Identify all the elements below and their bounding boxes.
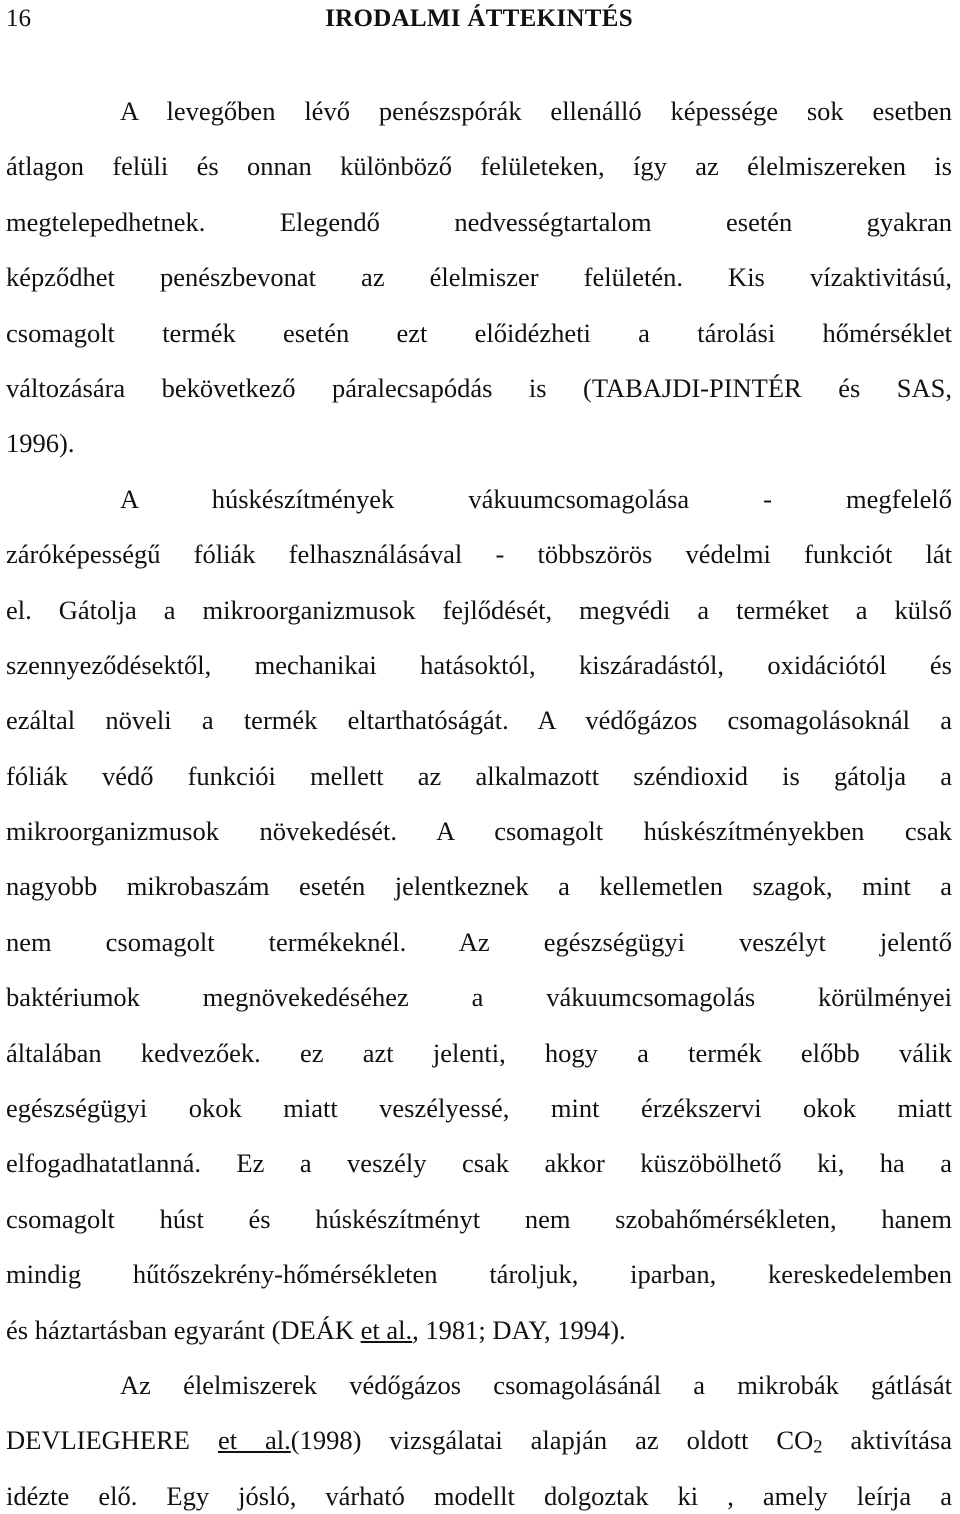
paragraph-line: idézte elő. Egy jósló, várható modellt dolgoztak ki , amely leírja a — [6, 1480, 952, 1511]
paragraph-line: megtelepedhetnek. Elegendő nedvességtartalom esetén gyakran — [6, 206, 952, 237]
page-number: 16 — [6, 5, 31, 32]
paragraph-line: A húskészítmények vákuumcsomagolása - megfelelő — [120, 483, 952, 514]
paragraph-line: átlagon felüli és onnan különböző felületeken, így az élelmiszereken is — [6, 151, 952, 182]
paragraph-line-citation — [6, 1303, 952, 1358]
paragraph-line: mikroorganizmusok növekedését. A csomagolt húskészítményekben csak — [6, 816, 952, 847]
line-text: (1998) vizsgálatai alapján az oldott CO — [290, 1425, 814, 1456]
paragraph-line: fóliák védő funkciói mellett az alkalmazott széndioxid is gátolja a — [6, 760, 952, 791]
line-text: aktivítása — [822, 1425, 952, 1456]
page-header — [6, 2, 952, 36]
paragraph-line: általában kedvezőek. ez azt jelenti, hogy a termék előbb válik — [6, 1037, 952, 1068]
paragraph-line-citation — [6, 1413, 952, 1468]
paragraph-line: A levegőben lévő penészspórák ellenálló képessége sok esetben — [120, 96, 952, 126]
line-text: DEVLIEGHERE — [6, 1425, 218, 1456]
paragraph-line: szennyeződésektől, mechanikai hatásoktól, kiszáradástól, oxidációtól és — [6, 649, 952, 680]
paragraph-line: el. Gátolja a mikroorganizmusok fejlődését, megvédi a terméket a külső — [6, 594, 952, 625]
paragraph-line: 1996). — [6, 428, 75, 459]
paragraph-line: nagyobb mikrobaszám esetén jelentkeznek a kellemetlen szagok, mint a — [6, 871, 952, 902]
paragraph-line: baktériumok megnövekedéséhez a vákuumcsomagolás körülményei — [6, 982, 952, 1013]
paragraph-line: csomagolt termék esetén ezt előidézheti a tárolási hőmérséklet — [6, 317, 952, 348]
line-text: és háztartásban egyaránt (DEÁK — [6, 1314, 361, 1345]
body-text — [6, 84, 952, 1514]
paragraph-line: csomagolt húst és húskészítményt nem szobahőmérsékleten, hanem — [6, 1203, 952, 1234]
paragraph-line: ezáltal növeli a termék eltarthatóságát. A védőgázos csomagolásoknál a — [6, 705, 952, 736]
et-al-citation: et al. — [217, 1425, 291, 1456]
section-title: IRODALMI ÁTTEKINTÉS — [325, 5, 633, 32]
paragraph-line: záróképességű fóliák felhasználásával - többszörös védelmi funkciót lát — [6, 539, 952, 570]
paragraph-line: nem csomagolt termékeknél. Az egészségügyi veszélyt jelentő — [6, 926, 952, 957]
et-al-citation: et al. — [360, 1314, 413, 1345]
line-text: , 1981; DAY, 1994). — [412, 1314, 626, 1345]
paragraph-line: egészségügyi okok miatt veszélyessé, mint érzékszervi okok miatt — [6, 1093, 952, 1124]
subscript: 2 — [813, 1437, 823, 1459]
paragraph-line: elfogadhatatlanná. Ez a veszély csak akkor küszöbölhető ki, ha a — [6, 1148, 952, 1179]
paragraph-line: változására bekövetkező páralecsapódás is (TABAJDI-PINTÉR és SAS, — [6, 372, 952, 403]
paragraph-line: képződhet penészbevonat az élelmiszer felületén. Kis vízaktivitású, — [6, 262, 952, 293]
paragraph-line: Az élelmiszerek védőgázos csomagolásánál a mikrobák gátlását — [120, 1369, 952, 1400]
paragraph-line: mindig hűtőszekrény-hőmérsékleten tároljuk, iparban, kereskedelemben — [6, 1259, 952, 1290]
